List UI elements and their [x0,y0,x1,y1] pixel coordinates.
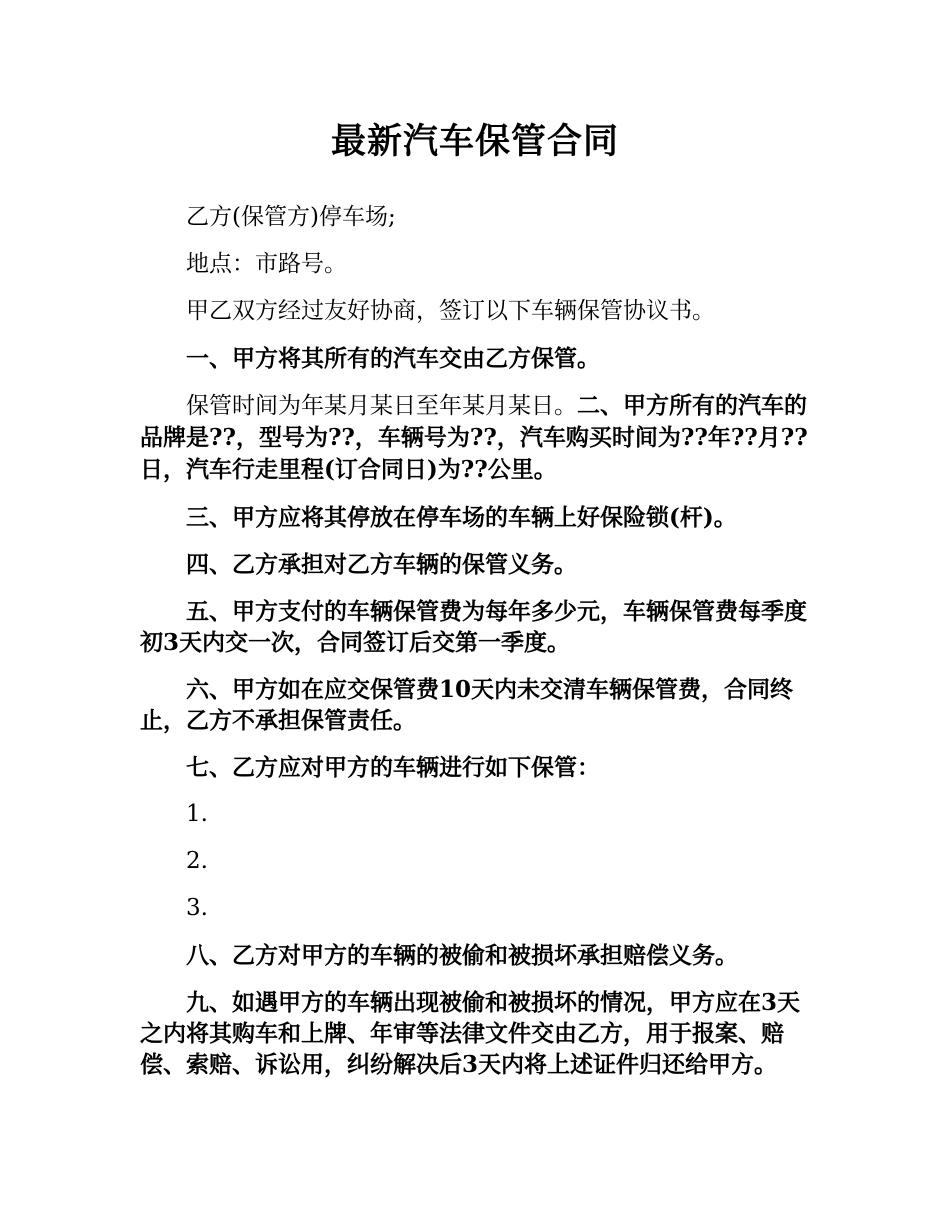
clause-9: 九、如遇甲方的车辆出现被偷和被损坏的情况，甲方应在3天之内将其购车和上牌、年审等法律文件交由乙方，用于报案、赔偿、索赔、诉讼用，纠纷解决后3天内将上述证件归还给甲方。 [140,989,801,1078]
clause-2-body-text: 二、甲方所有的汽车的品牌是??，型号为??，车辆号为??，汽车购买时间为??年??月??日，汽车行走里程(订合同日)为??公里。 [140,392,808,483]
paragraph-party-b: 乙方(保管方)停车场; [186,204,396,230]
clause-8: 八、乙方对甲方的车辆的被偷和被损坏承担赔偿义务。 [186,942,738,969]
list-item-1: 1. [186,801,208,827]
document-title: 最新汽车保管合同 [330,122,619,162]
paragraph-preamble: 甲乙双方经过友好协商，签订以下车辆保管协议书。 [186,298,715,324]
list-item-3: 3. [186,895,208,921]
clause-4: 四、乙方承担对乙方车辆的保管义务。 [186,551,577,578]
clause-7: 七、乙方应对甲方的车辆进行如下保管： [186,754,600,781]
clause-2 [140,390,810,486]
document-body [140,202,810,1095]
clause-6: 六、甲方如在应交保管费10天内未交清车辆保管费，合同终止，乙方不承担保管责任。 [140,676,794,734]
paragraph-location: 地点：市路号。 [186,251,347,277]
list-item-2: 2. [186,848,208,874]
clause-1: 一、甲方将其所有的汽车交由乙方保管。 [186,345,600,372]
clause-5: 五、甲方支付的车辆保管费为每年多少元，车辆保管费每季度初3天内交一次，合同签订后交第一季度。 [140,598,807,656]
clause-2-lead-text: 保管时间为年某月某日至年某月某日。 [186,393,577,419]
clause-3: 三、甲方应将其停放在停车场的车辆上好保险锁(杆)。 [186,504,737,531]
